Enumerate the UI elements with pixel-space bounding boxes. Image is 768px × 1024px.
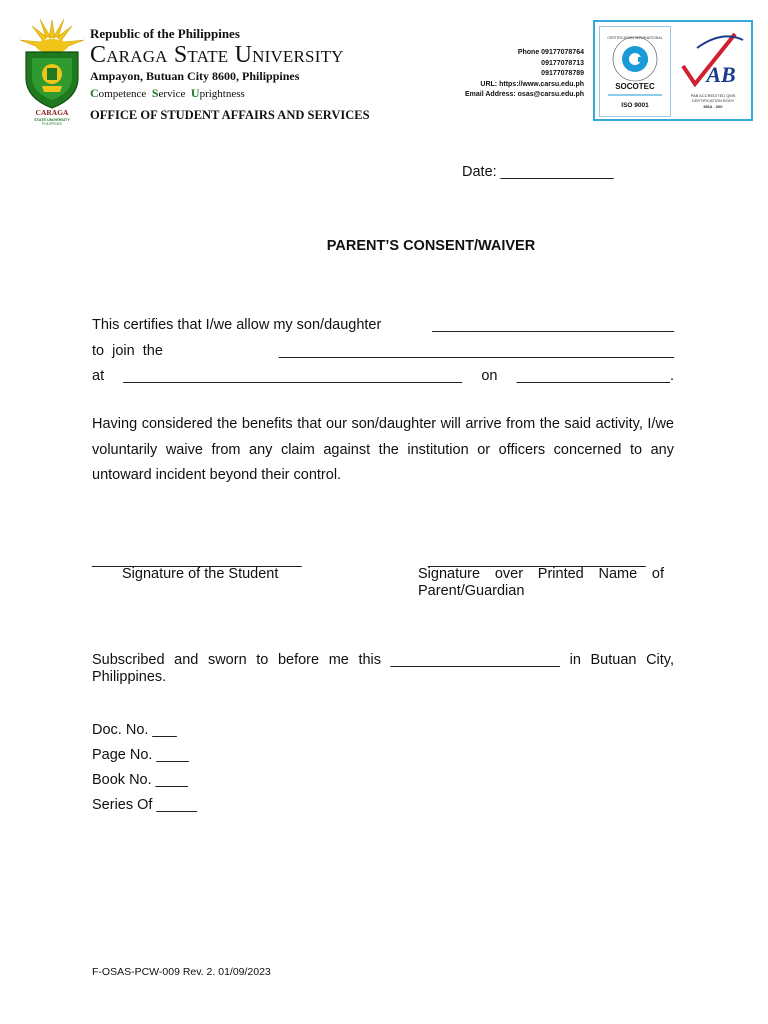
motto-word: ompetence xyxy=(98,88,147,100)
motto-word: ervice xyxy=(158,88,186,100)
consent-line xyxy=(92,364,674,390)
notary-statement: Subscribed and sworn to before me this _____________________ in Butuan City, Philippines. xyxy=(92,652,674,685)
contact-phone: 09177078713 xyxy=(541,59,584,67)
motto-cap: S xyxy=(151,86,159,100)
pab-small-text: MSA - 000 xyxy=(703,104,723,109)
socotec-badge xyxy=(599,26,671,117)
university-logo xyxy=(16,16,88,126)
student-name-blank: ______________________________ xyxy=(432,317,674,333)
consent-text: This certifies that I/we allow my son/daughter xyxy=(92,317,382,333)
pab-badge xyxy=(677,28,747,116)
parent-signature-label: Signature over Printed Name of Parent/Guardian xyxy=(418,566,664,599)
pab-logo-text: AB xyxy=(706,62,736,87)
waiver-paragraph: Having considered the benefits that our son/daughter will arrive from the said activity, I/we voluntarily waive from any claim against the institution or officers concerned to any untoward incident beyond their control. xyxy=(92,416,674,483)
page-number: Page No. ____ xyxy=(92,747,189,763)
contact-info xyxy=(384,48,584,101)
pab-small-text: CERTIFICATION BODY xyxy=(691,98,735,103)
book-number: Book No. ____ xyxy=(92,772,188,788)
letterhead xyxy=(90,26,420,123)
contact-phone: Phone 09177078764 xyxy=(517,49,584,56)
logo-text-3: PHILIPPINES xyxy=(42,122,62,126)
motto-cap: U xyxy=(190,86,200,100)
venue-blank: __________________________________________ xyxy=(123,368,463,384)
student-signature-line: __________________________ xyxy=(92,552,302,568)
doc-number: Doc. No. ___ xyxy=(92,722,177,738)
consent-line xyxy=(92,313,674,339)
certification-box xyxy=(593,20,753,121)
date-field: Date: ______________ xyxy=(462,164,614,180)
series-number: Series Of _____ xyxy=(92,797,197,813)
university-name: Caraga State University xyxy=(90,42,344,68)
consent-text: on xyxy=(481,368,498,384)
republic-line: Republic of the Philippines xyxy=(90,26,240,41)
motto-word: prightness xyxy=(199,88,245,100)
motto-cap: C xyxy=(90,86,99,100)
consent-text: to join the xyxy=(92,342,163,359)
activity-blank: _________________________________________________ xyxy=(278,342,674,359)
socotec-label: SOCOTEC xyxy=(615,82,655,91)
form-code-footer: F-OSAS-PCW-009 Rev. 2. 01/09/2023 xyxy=(92,966,271,978)
contact-email: Email Address: osas@carsu.edu.ph xyxy=(465,91,584,98)
notary-details xyxy=(92,718,197,818)
university-motto xyxy=(90,86,420,102)
activity-date-blank: ___________________. xyxy=(516,368,674,384)
university-address: Ampayon, Butuan City 8600, Philippines xyxy=(90,69,300,83)
consent-line xyxy=(92,339,674,365)
parent-signature-line: ___________________________ xyxy=(428,552,646,568)
pab-small-text: PAB ACCREDITED QMS xyxy=(690,93,736,98)
logo-text-1: CARAGA xyxy=(35,108,69,117)
contact-phone: 09177078789 xyxy=(541,70,584,77)
consent-text: at xyxy=(92,368,105,384)
consent-statement xyxy=(92,313,674,390)
office-name: OFFICE OF STUDENT AFFAIRS AND SERVICES xyxy=(90,108,370,122)
logo-text-2: STATE UNIVERSITY xyxy=(34,118,70,122)
iso-label: ISO 9001 xyxy=(621,102,649,109)
student-signature-label: Signature of the Student xyxy=(122,566,279,582)
contact-url: URL: https://www.carsu.edu.ph xyxy=(480,80,584,88)
form-title: PARENT’S CONSENT/WAIVER xyxy=(326,238,536,254)
socotec-ring-text: CERTIFICATION INTERNATIONAL xyxy=(607,36,663,40)
